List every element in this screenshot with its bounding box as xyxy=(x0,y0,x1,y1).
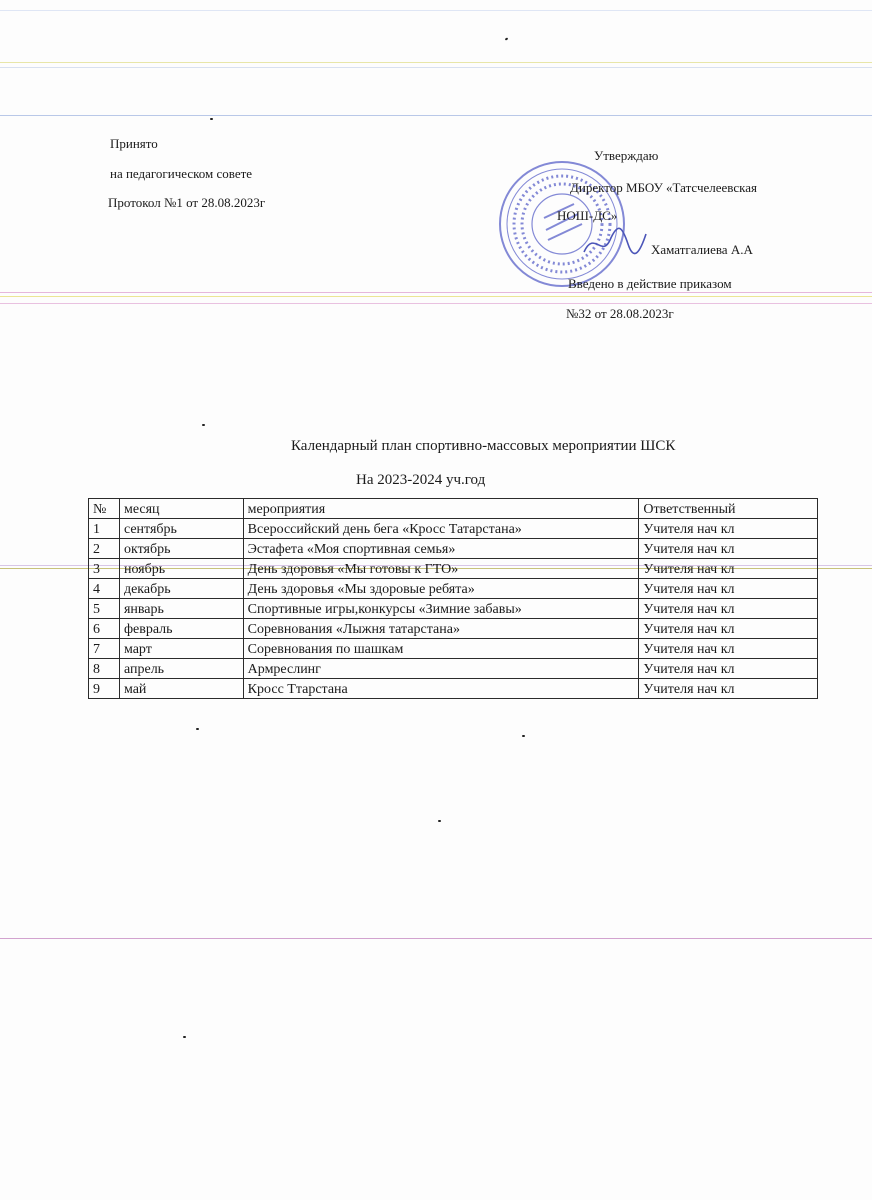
row-event: Соревнования по шашкам xyxy=(243,639,639,659)
row-event: День здоровья «Мы здоровые ребята» xyxy=(243,579,639,599)
table-row xyxy=(89,619,818,639)
table-row xyxy=(89,659,818,679)
row-event: Эстафета «Моя спортивная семья» xyxy=(243,539,639,559)
page-title: Календарный план спортивно-массовых мероприятии ШСК xyxy=(291,438,676,454)
row-responsible: Учителя нач кл xyxy=(639,579,818,599)
row-number: 1 xyxy=(89,519,120,539)
row-number: 7 xyxy=(89,639,120,659)
page-subtitle: На 2023-2024 уч.год xyxy=(356,472,486,488)
row-event: Спортивные игры,конкурсы «Зимние забавы» xyxy=(243,599,639,619)
row-responsible: Учителя нач кл xyxy=(639,619,818,639)
scan-line xyxy=(0,292,872,293)
row-number: 8 xyxy=(89,659,120,679)
row-number: 3 xyxy=(89,559,120,579)
protocol-label: Протокол №1 от 28.08.2023г xyxy=(108,195,266,210)
events-table xyxy=(88,498,818,699)
scan-line xyxy=(0,296,872,297)
row-event: Кросс Ттарстана xyxy=(243,679,639,699)
scan-line xyxy=(0,10,872,11)
table-header-row xyxy=(89,499,818,519)
row-number: 4 xyxy=(89,579,120,599)
scan-speck xyxy=(183,1036,186,1038)
row-number: 9 xyxy=(89,679,120,699)
row-month: март xyxy=(119,639,243,659)
row-responsible: Учителя нач кл xyxy=(639,539,818,559)
row-month: октябрь xyxy=(119,539,243,559)
scan-speck xyxy=(196,728,199,730)
scan-speck xyxy=(505,37,509,40)
row-event: Всероссийский день бега «Кросс Татарстана» xyxy=(243,519,639,539)
order-label: №32 от 28.08.2023г xyxy=(566,306,674,321)
scan-speck xyxy=(522,735,525,737)
row-responsible: Учителя нач кл xyxy=(639,659,818,679)
scan-speck xyxy=(210,118,213,120)
scan-speck xyxy=(202,424,205,426)
column-header-responsible: Ответственный xyxy=(639,499,818,519)
row-number: 6 xyxy=(89,619,120,639)
director-label: Директор МБОУ «Татсчелеевская xyxy=(570,180,757,195)
table-row xyxy=(89,519,818,539)
row-responsible: Учителя нач кл xyxy=(639,599,818,619)
row-month: февраль xyxy=(119,619,243,639)
signature-icon xyxy=(580,222,650,262)
row-responsible: Учителя нач кл xyxy=(639,639,818,659)
column-header-month: месяц xyxy=(119,499,243,519)
row-month: сентябрь xyxy=(119,519,243,539)
enacted-label: Введено в действие приказом xyxy=(568,276,732,291)
scan-line xyxy=(0,115,872,116)
row-event: Соревнования «Лыжня татарстана» xyxy=(243,619,639,639)
scan-line xyxy=(0,67,872,68)
school-label: НОШ-ДС» xyxy=(557,208,618,223)
table-row xyxy=(89,539,818,559)
column-header-number: № xyxy=(89,499,120,519)
approve-label: Утверждаю xyxy=(594,148,659,163)
table-row xyxy=(89,679,818,699)
row-month: январь xyxy=(119,599,243,619)
row-month: декабрь xyxy=(119,579,243,599)
table-row xyxy=(89,599,818,619)
scan-speck xyxy=(438,820,441,822)
row-responsible: Учителя нач кл xyxy=(639,679,818,699)
row-month: апрель xyxy=(119,659,243,679)
row-month: май xyxy=(119,679,243,699)
row-event: Армреслинг xyxy=(243,659,639,679)
table-row xyxy=(89,579,818,599)
scan-line xyxy=(0,62,872,63)
table-row xyxy=(89,639,818,659)
director-name: Хаматгалиева А.А xyxy=(651,242,753,257)
row-month: ноябрь xyxy=(119,559,243,579)
column-header-events: мероприятия xyxy=(243,499,639,519)
row-responsible: Учителя нач кл xyxy=(639,559,818,579)
row-number: 2 xyxy=(89,539,120,559)
accepted-label: Принято xyxy=(110,136,158,151)
table-row xyxy=(89,559,818,579)
scan-line xyxy=(0,938,872,939)
row-event: День здоровья «Мы готовы к ГТО» xyxy=(243,559,639,579)
scan-line xyxy=(0,303,872,304)
council-label: на педагогическом совете xyxy=(110,166,253,181)
row-responsible: Учителя нач кл xyxy=(639,519,818,539)
row-number: 5 xyxy=(89,599,120,619)
